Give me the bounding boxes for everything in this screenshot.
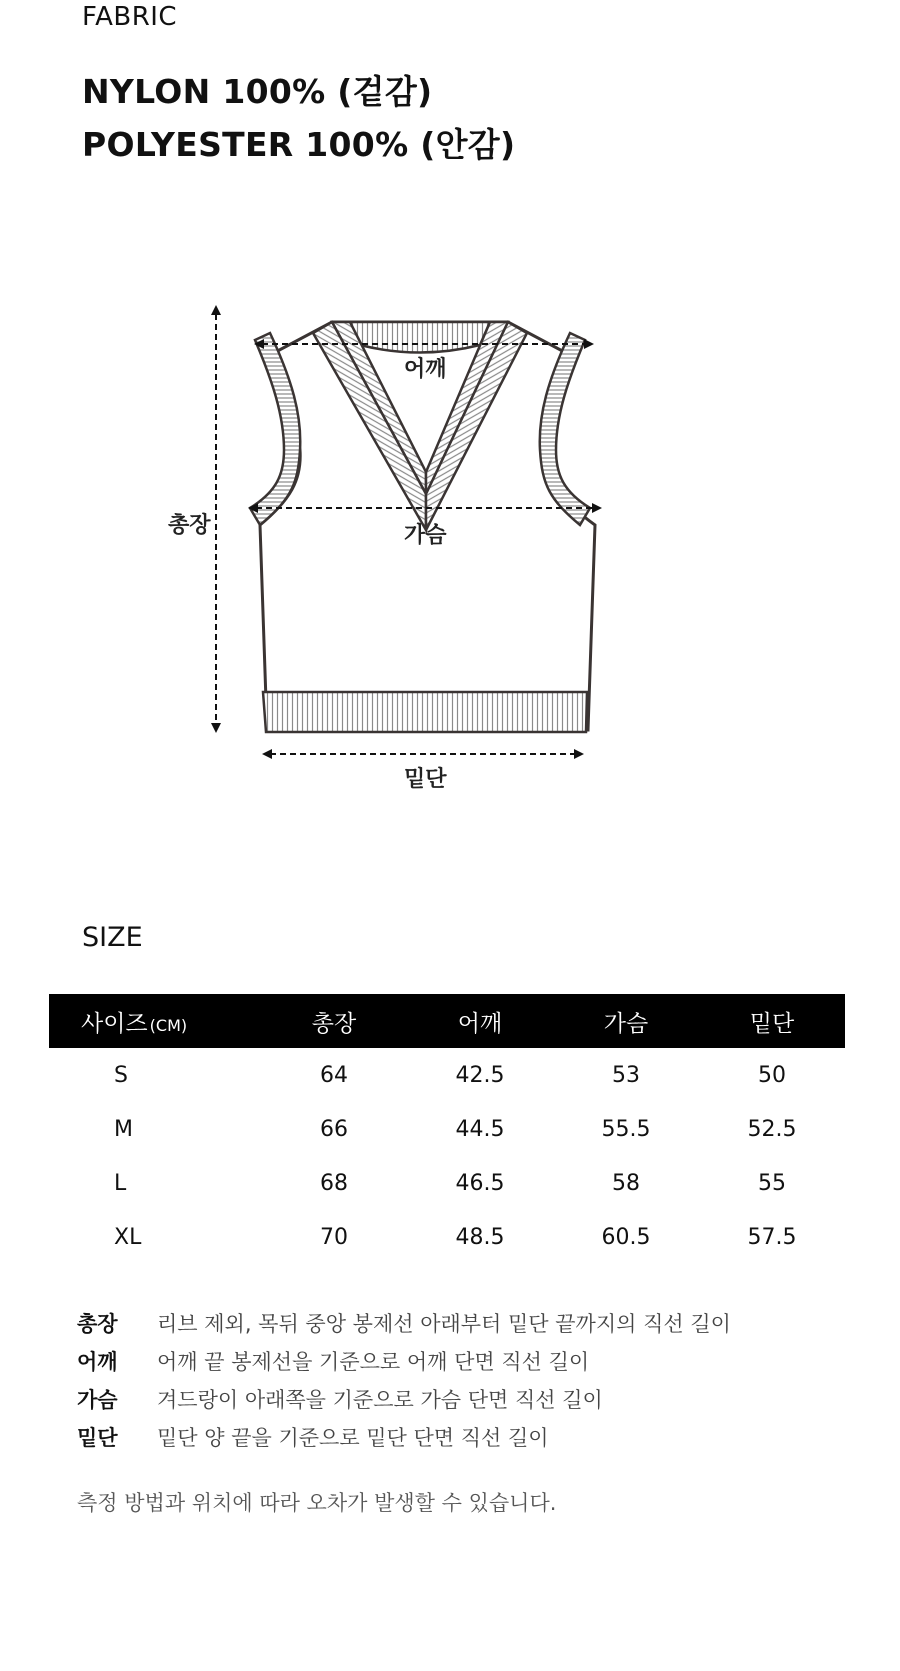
header-hem: 밑단 bbox=[699, 994, 845, 1048]
definition-term: 어깨 bbox=[77, 1350, 118, 1374]
table-row bbox=[49, 1156, 845, 1210]
definition-term: 총장 bbox=[77, 1312, 118, 1336]
definition-chest bbox=[77, 1384, 603, 1414]
chest-cell: 58 bbox=[612, 1170, 640, 1196]
definition-text: 겨드랑이 아래쪽을 기준으로 가슴 단면 직선 길이 bbox=[157, 1388, 603, 1412]
chest-cell: 55.5 bbox=[601, 1116, 651, 1142]
shoulder-cell: 42.5 bbox=[455, 1062, 505, 1088]
definition-length bbox=[77, 1308, 731, 1338]
length-cell: 70 bbox=[320, 1224, 348, 1250]
fabric-composition-outer: NYLON 100% (겉감) bbox=[82, 72, 433, 111]
definition-term: 가슴 bbox=[77, 1388, 118, 1412]
hem-cell: 52.5 bbox=[747, 1116, 797, 1142]
header-size: 사이즈 (CM) bbox=[49, 994, 261, 1048]
definition-text: 밑단 양 끝을 기준으로 밑단 단면 직선 길이 bbox=[157, 1426, 549, 1450]
definition-hem bbox=[77, 1422, 549, 1452]
chest-cell: 60.5 bbox=[601, 1224, 651, 1250]
size-heading: SIZE bbox=[82, 922, 143, 953]
definition-shoulder bbox=[77, 1346, 589, 1376]
length-cell: 64 bbox=[320, 1062, 348, 1088]
chest-cell: 53 bbox=[612, 1062, 640, 1088]
shoulder-label: 어깨 bbox=[404, 357, 447, 382]
shoulder-cell: 44.5 bbox=[455, 1116, 505, 1142]
fabric-composition-lining: POLYESTER 100% (안감) bbox=[82, 125, 516, 164]
hem-rib bbox=[263, 692, 587, 732]
shoulder-cell: 46.5 bbox=[455, 1170, 505, 1196]
header-length: 총장 bbox=[261, 994, 407, 1048]
table-row bbox=[49, 1210, 845, 1264]
hem-cell: 57.5 bbox=[747, 1224, 797, 1250]
chest-label: 가슴 bbox=[404, 523, 447, 548]
size-cell: M bbox=[114, 1116, 133, 1142]
size-cell: L bbox=[114, 1170, 127, 1196]
definition-text: 리브 제외, 목뒤 중앙 봉제선 아래부터 밑단 끝까지의 직선 길이 bbox=[157, 1312, 731, 1336]
hem-label: 밑단 bbox=[404, 767, 447, 792]
length-cell: 66 bbox=[320, 1116, 348, 1142]
size-cell: S bbox=[114, 1062, 128, 1088]
size-cell: XL bbox=[114, 1224, 142, 1250]
table-row bbox=[49, 1102, 845, 1156]
length-cell: 68 bbox=[320, 1170, 348, 1196]
shoulder-cell: 48.5 bbox=[455, 1224, 505, 1250]
table-header-row bbox=[49, 994, 845, 1048]
definition-term: 밑단 bbox=[77, 1426, 118, 1450]
header-shoulder: 어깨 bbox=[407, 994, 553, 1048]
fabric-heading: FABRIC bbox=[82, 2, 178, 32]
header-chest: 가슴 bbox=[553, 994, 699, 1048]
hem-cell: 50 bbox=[758, 1062, 786, 1088]
back-neck-rib bbox=[350, 322, 490, 353]
length-label: 총장 bbox=[168, 513, 211, 538]
size-table bbox=[49, 994, 845, 1264]
hem-cell: 55 bbox=[758, 1170, 786, 1196]
vest-measurement-diagram bbox=[150, 300, 670, 860]
measurement-note: 측정 방법과 위치에 따라 오차가 발생할 수 있습니다. bbox=[77, 1491, 557, 1515]
definition-text: 어깨 끝 봉제선을 기준으로 어깨 단면 직선 길이 bbox=[157, 1350, 590, 1374]
table-row bbox=[49, 1048, 845, 1102]
